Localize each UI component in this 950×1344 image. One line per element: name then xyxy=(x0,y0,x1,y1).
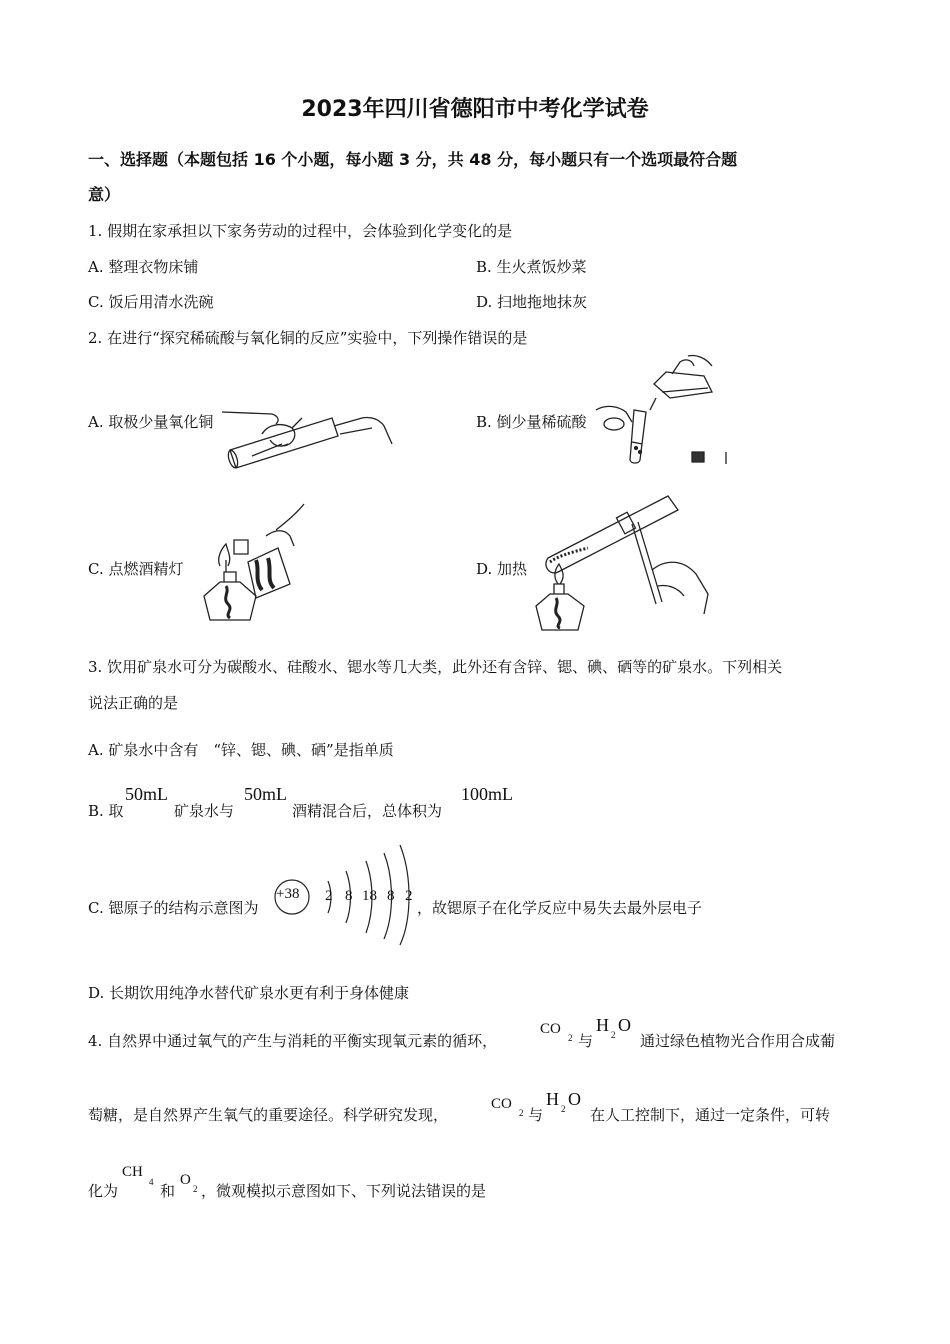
q1-option-a: A. 整理衣物床铺 xyxy=(88,258,199,276)
q4-formula-ch4: CH xyxy=(122,1164,143,1180)
atom-nucleus-charge: +38 xyxy=(276,886,300,902)
q4-formula-h2o-1-sub: 2 xyxy=(611,1030,616,1040)
q4-formula-ch4-sub: 4 xyxy=(149,1177,154,1187)
page-title: 2023年四川省德阳市中考化学试卷 xyxy=(301,97,649,122)
q3-option-c-suffix: ，故锶原子在化学反应中易失去最外层电子 xyxy=(417,899,703,917)
q3-option-b-prefix: B. 取 xyxy=(88,802,124,820)
q4-formula-h2o-1-h: H xyxy=(596,1015,609,1035)
illustration-heating xyxy=(528,494,718,634)
q1-option-d: D. 扫地拖地抹灰 xyxy=(476,293,588,311)
q3-option-c-prefix: C. 锶原子的结构示意图为 xyxy=(88,899,259,917)
q4-text-line1-end: 通过绿色植物光合作用合成葡 xyxy=(640,1032,836,1050)
atom-shell-4-electrons: 8 xyxy=(387,888,395,904)
q3-option-a: A. 矿泉水中含有 “锌、锶、碘、硒”是指单质 xyxy=(88,741,394,759)
illustration-take-powder xyxy=(222,404,397,474)
q2-stem: 2. 在进行“探究稀硫酸与氧化铜的反应”实验中，下列操作错误的是 xyxy=(88,329,528,347)
q3-stem-line2: 说法正确的是 xyxy=(88,694,179,712)
q4-formula-h2o-2-o: O xyxy=(568,1089,581,1109)
q3-option-b-volume-3: 100mL xyxy=(461,784,513,804)
q1-option-c: C. 饭后用清水洗碗 xyxy=(88,293,214,311)
q4-formula-co2-2-sub: 2 xyxy=(519,1108,524,1118)
q4-formula-co2-1-sub: 2 xyxy=(568,1033,573,1043)
q4-text-line3-prefix: 化为 xyxy=(88,1182,119,1200)
section-heading-line1: 一、选择题（本题包括 16 个小题，每小题 3 分，共 48 分，每小题只有一个选项最符合题 xyxy=(88,150,738,169)
q2-option-a: A. 取极少量氧化铜 xyxy=(88,413,214,431)
q3-option-b-volume-2: 50mL xyxy=(244,784,287,804)
q1-option-b: B. 生火煮饭炒菜 xyxy=(476,258,587,276)
q4-formula-o2: O xyxy=(180,1172,191,1188)
q3-option-b-mid2: 酒精混合后，总体积为 xyxy=(292,802,443,820)
section-heading-line2: 意） xyxy=(88,185,121,204)
atom-shell-2-electrons: 8 xyxy=(345,888,353,904)
q4-text-line2: 萄糖，是自然界产生氧气的重要途径。科学研究发现， xyxy=(88,1106,449,1124)
atom-shell-3-electrons: 18 xyxy=(362,888,377,904)
q4-formula-co2-1: CO xyxy=(540,1021,561,1037)
illustration-light-lamp xyxy=(186,500,326,630)
q4-formula-h2o-1-o: O xyxy=(618,1015,631,1035)
q4-text-line2-end: 在人工控制下，通过一定条件，可转 xyxy=(590,1106,831,1124)
q3-option-d: D. 长期饮用纯净水替代矿泉水更有利于身体健康 xyxy=(88,984,410,1002)
q4-and-2: 与 xyxy=(528,1106,544,1124)
q2-option-d: D. 加热 xyxy=(476,560,528,578)
q4-formula-h2o-2-sub: 2 xyxy=(561,1104,566,1114)
q4-formula-h2o-2-h: H xyxy=(546,1089,559,1109)
atom-shell-1-electrons: 2 xyxy=(325,888,333,904)
q4-formula-co2-2: CO xyxy=(491,1096,512,1112)
q3-option-b-mid: 矿泉水与 xyxy=(174,802,235,820)
q2-option-b: B. 倒少量稀硫酸 xyxy=(476,413,587,431)
illustration-pour-acid xyxy=(596,352,736,472)
q2-option-c: C. 点燃酒精灯 xyxy=(88,560,184,578)
atom-shell-5-electrons: 2 xyxy=(405,888,413,904)
q3-option-b-volume-1: 50mL xyxy=(125,784,168,804)
q4-and-3: 和 xyxy=(160,1182,176,1200)
q4-and-1: 与 xyxy=(578,1032,594,1050)
q4-text-line3-end: ，微观模拟示意图如下、下列说法错误的是 xyxy=(201,1182,487,1200)
q4-formula-o2-sub: 2 xyxy=(193,1184,198,1194)
q4-text-line1: 4. 自然界中通过氧气的产生与消耗的平衡实现氧元素的循环， xyxy=(88,1032,498,1050)
q3-stem-line1: 3. 饮用矿泉水可分为碳酸水、硅酸水、锶水等几大类，此外还有含锌、锶、碘、硒等的矿泉水。下列相关 xyxy=(88,658,783,676)
q1-stem: 1. 假期在家承担以下家务劳动的过程中，会体验到化学变化的是 xyxy=(88,222,513,240)
